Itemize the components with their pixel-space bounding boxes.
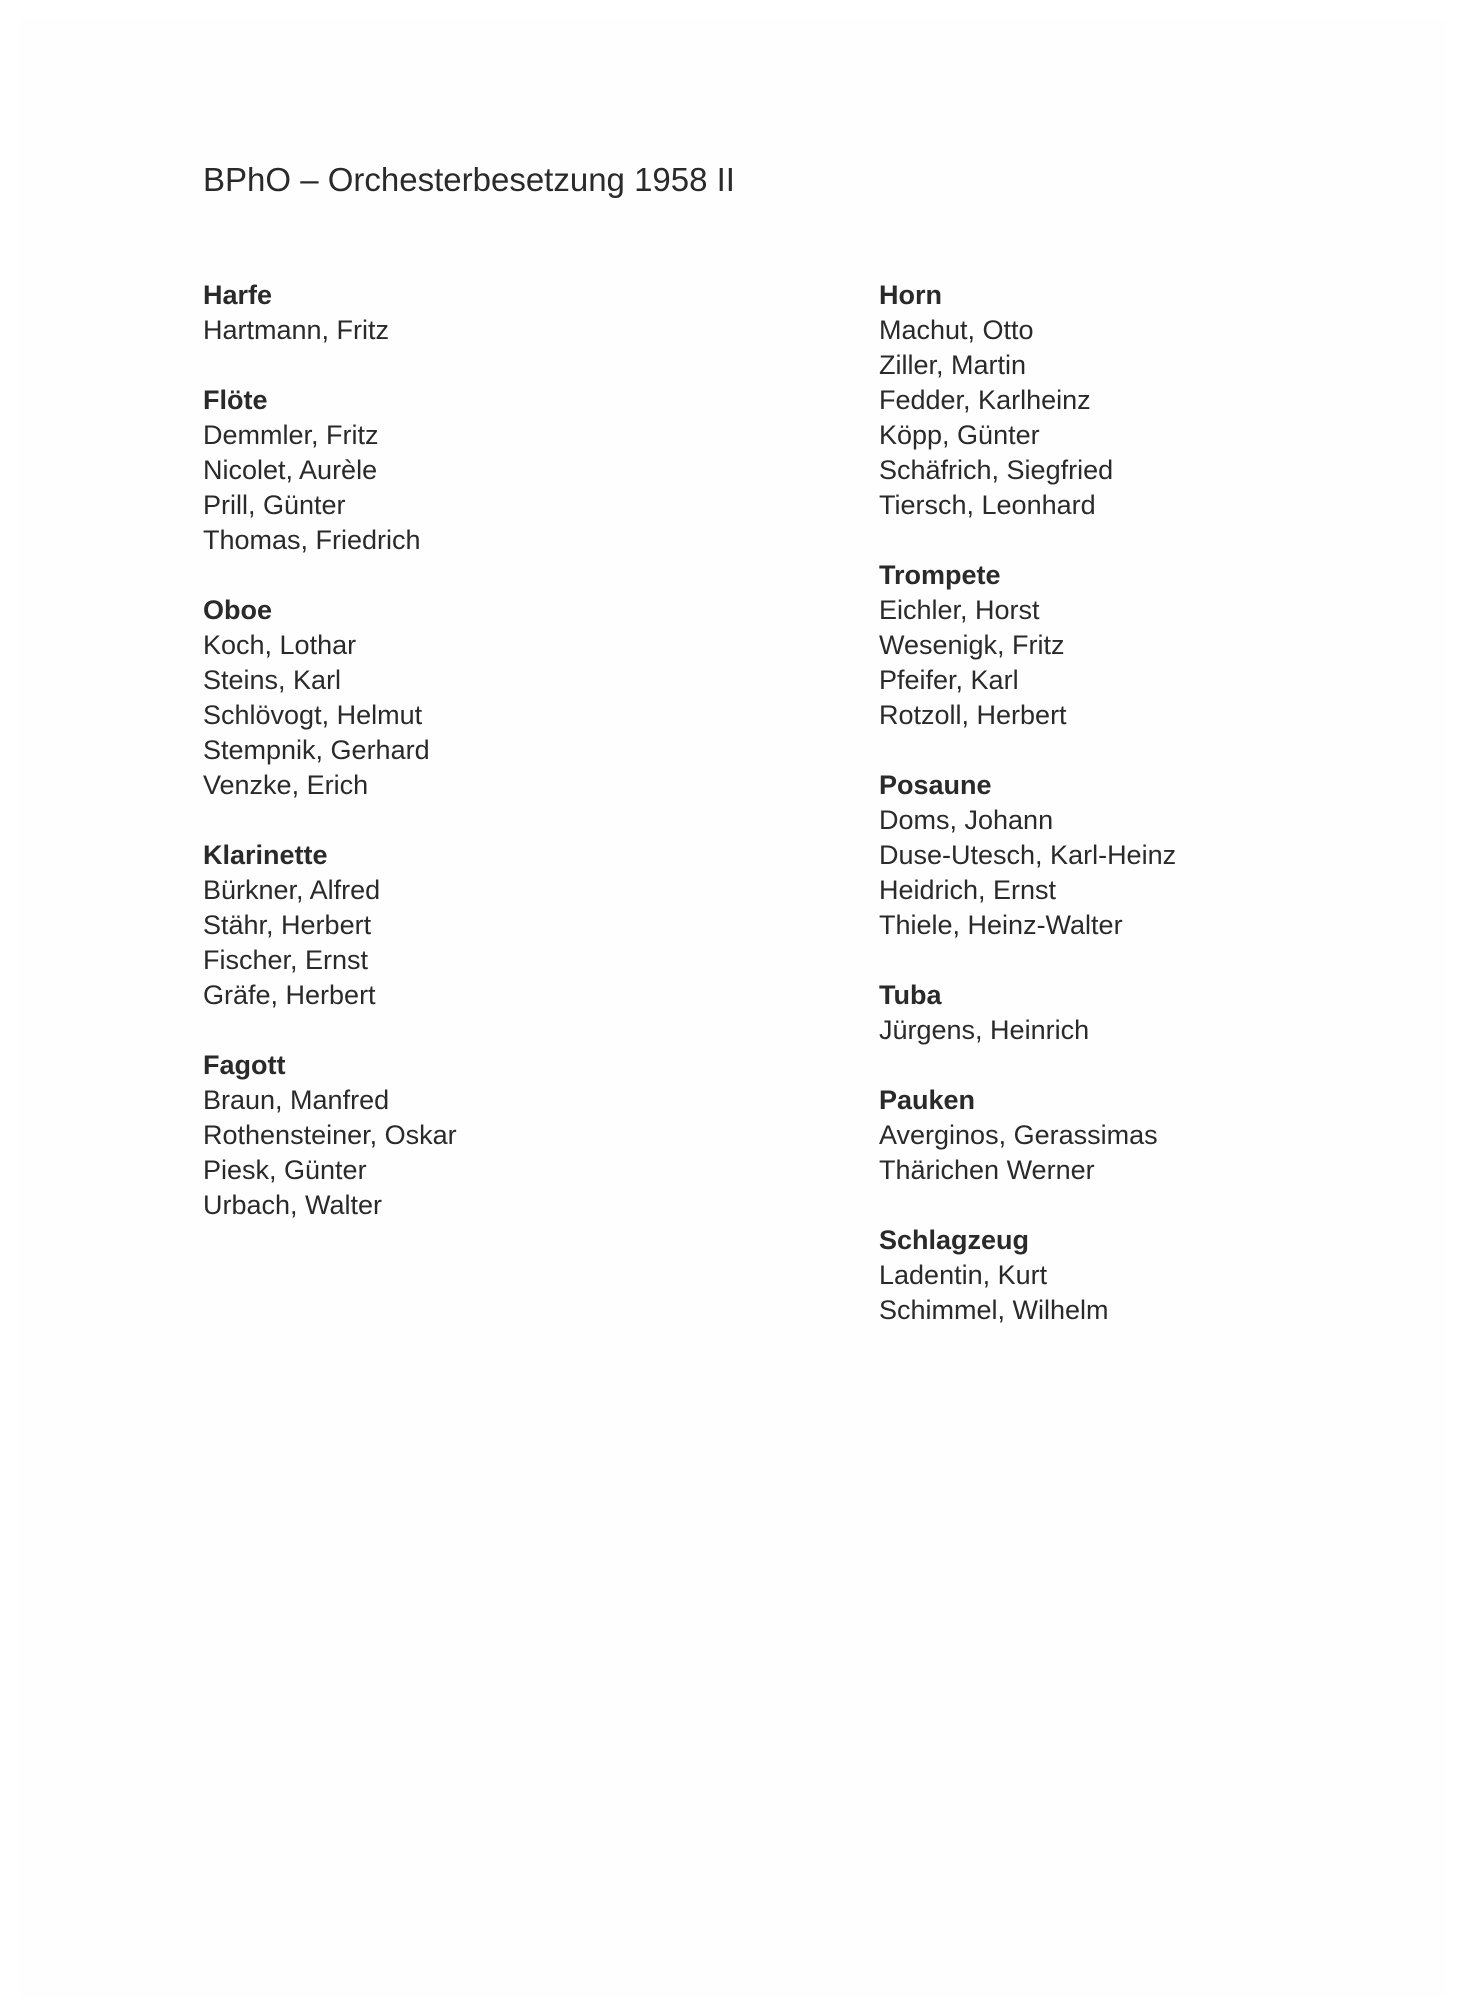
musician-name: Thomas, Friedrich bbox=[203, 525, 421, 555]
musician-name: Fischer, Ernst bbox=[203, 945, 369, 975]
musician-name: Nicolet, Aurèle bbox=[203, 455, 378, 485]
musician-name: Eichler, Horst bbox=[879, 595, 1040, 625]
instrument-section bbox=[879, 978, 1439, 1048]
musician-name: Demmler, Fritz bbox=[203, 420, 379, 450]
instrument-section bbox=[879, 558, 1439, 733]
right-column bbox=[879, 278, 1439, 1363]
musician-name: Köpp, Günter bbox=[879, 420, 1040, 450]
left-column bbox=[203, 278, 763, 1258]
musician-name: Ziller, Martin bbox=[879, 350, 1027, 380]
musician-name: Prill, Günter bbox=[203, 490, 346, 520]
instrument-section bbox=[203, 838, 763, 1013]
instrument-section bbox=[879, 1223, 1439, 1328]
musician-name: Thärichen Werner bbox=[879, 1155, 1095, 1185]
section-heading: Oboe bbox=[203, 595, 273, 625]
musician-name: Rotzoll, Herbert bbox=[879, 700, 1067, 730]
musician-name: Rothensteiner, Oskar bbox=[203, 1120, 457, 1150]
musician-name: Doms, Johann bbox=[879, 805, 1054, 835]
musician-name: Averginos, Gerassimas bbox=[879, 1120, 1158, 1150]
section-heading: Pauken bbox=[879, 1085, 976, 1115]
section-heading: Harfe bbox=[203, 280, 273, 310]
musician-name: Fedder, Karlheinz bbox=[879, 385, 1091, 415]
musician-name: Hartmann, Fritz bbox=[203, 315, 390, 345]
section-heading: Horn bbox=[879, 280, 942, 310]
musician-name: Piesk, Günter bbox=[203, 1155, 367, 1185]
instrument-section bbox=[203, 383, 763, 558]
section-heading: Posaune bbox=[879, 770, 992, 800]
section-heading: Fagott bbox=[203, 1050, 286, 1080]
musician-name: Duse-Utesch, Karl-Heinz bbox=[879, 840, 1177, 870]
musician-name: Steins, Karl bbox=[203, 665, 342, 695]
instrument-section bbox=[203, 593, 763, 803]
musician-name: Schlövogt, Helmut bbox=[203, 700, 423, 730]
section-heading: Tuba bbox=[879, 980, 942, 1010]
musician-name: Venzke, Erich bbox=[203, 770, 369, 800]
instrument-section bbox=[203, 278, 763, 348]
instrument-section bbox=[879, 768, 1439, 943]
musician-name: Ladentin, Kurt bbox=[879, 1260, 1048, 1290]
musician-name: Pfeifer, Karl bbox=[879, 665, 1019, 695]
musician-name: Schäfrich, Siegfried bbox=[879, 455, 1114, 485]
musician-name: Jürgens, Heinrich bbox=[879, 1015, 1090, 1045]
instrument-section bbox=[879, 278, 1439, 523]
musician-name: Bürkner, Alfred bbox=[203, 875, 381, 905]
musician-name: Urbach, Walter bbox=[203, 1190, 383, 1220]
instrument-section bbox=[879, 1083, 1439, 1188]
musician-name: Gräfe, Herbert bbox=[203, 980, 376, 1010]
musician-name: Koch, Lothar bbox=[203, 630, 357, 660]
section-heading: Klarinette bbox=[203, 840, 328, 870]
instrument-section bbox=[203, 1048, 763, 1223]
musician-name: Thiele, Heinz-Walter bbox=[879, 910, 1123, 940]
document-title: BPhO – Orchesterbesetzung 1958 II bbox=[203, 161, 735, 198]
section-heading: Flöte bbox=[203, 385, 268, 415]
section-heading: Schlagzeug bbox=[879, 1225, 1030, 1255]
musician-name: Heidrich, Ernst bbox=[879, 875, 1057, 905]
musician-name: Schimmel, Wilhelm bbox=[879, 1295, 1109, 1325]
musician-name: Stähr, Herbert bbox=[203, 910, 372, 940]
section-heading: Trompete bbox=[879, 560, 1001, 590]
musician-name: Tiersch, Leonhard bbox=[879, 490, 1096, 520]
musician-name: Braun, Manfred bbox=[203, 1085, 390, 1115]
musician-name: Stempnik, Gerhard bbox=[203, 735, 430, 765]
musician-name: Wesenigk, Fritz bbox=[879, 630, 1065, 660]
musician-name: Machut, Otto bbox=[879, 315, 1034, 345]
